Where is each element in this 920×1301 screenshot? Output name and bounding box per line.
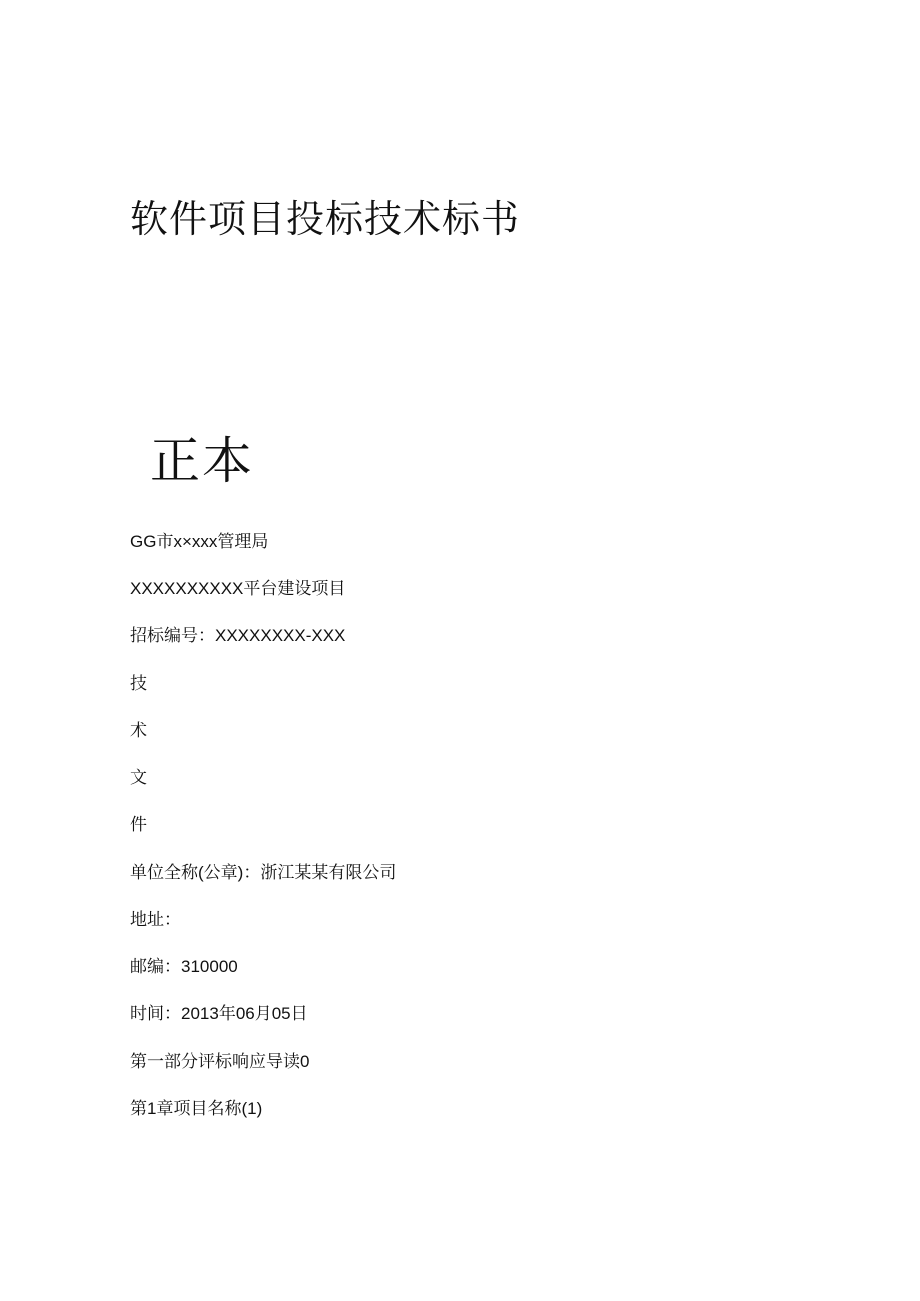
toc-part-one-line: 第一部分评标响应导读0 <box>130 1052 310 1071</box>
company-line: 单位全称(公章)：浙江某某有限公司 <box>130 863 397 882</box>
vertical-char-3: 文 <box>130 768 147 787</box>
project-name-line: XXXXXXXXXX平台建设项目 <box>130 579 346 598</box>
vertical-char-2: 术 <box>130 721 147 740</box>
toc-chapter-one-line: 第1章项目名称(1) <box>130 1099 263 1118</box>
vertical-char-1: 技 <box>130 674 147 693</box>
vertical-char-4: 件 <box>130 815 147 834</box>
date-line: 时间：2013年06月05日 <box>130 1004 308 1023</box>
postcode-line: 邮编：310000 <box>130 957 238 976</box>
issuer-line: GG市x×xxx管理局 <box>130 532 269 551</box>
document-title: 软件项目投标技术标书 <box>130 199 521 241</box>
copy-label: 正本 <box>150 433 254 489</box>
tender-number-line: 招标编号：XXXXXXXX-XXX <box>130 626 346 645</box>
address-line: 地址： <box>130 910 181 929</box>
